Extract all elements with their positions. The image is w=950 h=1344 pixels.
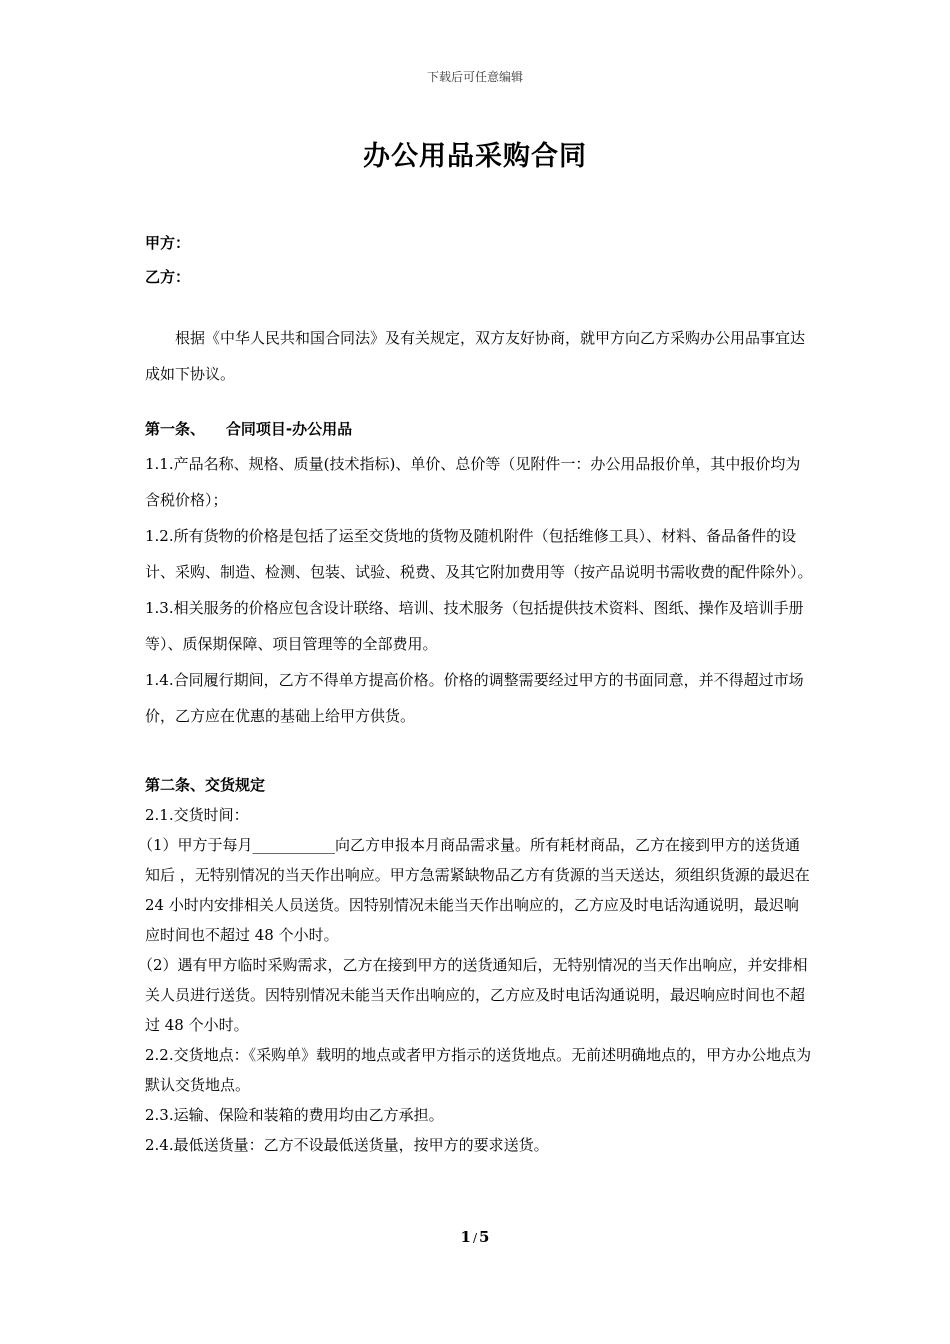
- header-note: 下载后可任意编辑: [426, 70, 523, 84]
- clause-1-1: 1.1.产品名称、规格、质量(技术指标)、单价、总价等（见附件一：办公用品报价单，其中报价均为含税价格）；: [145, 455, 801, 509]
- clause-2-1-item-1: （1）甲方于每月___________向乙方申报本月商品需求量。所有耗材商品，乙方在接到甲方的送货通知后 ，无特别情况的当天作出响应。甲方急需紧缺物品乙方有货源的当天送达，须组织货源的最迟在 24 小时内安排相关人员送货。因特别情况未能当天作出响应的，乙方应及时电话沟通说明，最迟响应时间也不超过 48 个小时。: [138, 836, 810, 944]
- document-body: [138, 226, 813, 1160]
- section-2-heading: 第二条、交货规定: [145, 776, 266, 794]
- party-b-label: 乙方：: [145, 268, 191, 286]
- clause-2-2: 2.2.交货地点：《采购单》载明的地点或者甲方指示的送货地点。无前述明确地点的，甲方办公地点为默认交货地点。: [145, 1046, 812, 1094]
- document-title: 办公用品采购合同: [363, 141, 587, 172]
- page-separator: /: [472, 1231, 478, 1245]
- current-page: 1: [460, 1228, 471, 1246]
- clause-2-1-item-2: （2）遇有甲方临时采购需求，乙方在接到甲方的送货通知后，无特别情况的当天作出响应，并安排相关人员进行送货。因特别情况未能当天作出响应的，乙方应及时电话沟通说明，最迟响应时间也不超过 48 个小时。: [138, 956, 808, 1034]
- page-number: [0, 1228, 950, 1246]
- clause-1-4: 1.4.合同履行期间，乙方不得单方提高价格。价格的调整需要经过甲方的书面同意，并不得超过市场价，乙方应在优惠的基础上给甲方供货。: [145, 671, 804, 725]
- clause-2-1: 2.1.交货时间：: [145, 806, 249, 824]
- intro-paragraph: 根据《中华人民共和国合同法》及有关规定，双方友好协商，就甲方向乙方采购办公用品事宜达成如下协议。: [145, 329, 806, 383]
- clause-1-3: 1.3.相关服务的价格应包含设计联络、培训、技术服务（包括提供技术资料、图纸、操作及培训手册等）、质保期保障、项目管理等的全部费用。: [145, 599, 804, 653]
- clause-2-3: 2.3.运输、保险和装箱的费用均由乙方承担。: [145, 1106, 444, 1124]
- total-pages: 5: [479, 1228, 490, 1246]
- clause-1-2: 1.2.所有货物的价格是包括了运至交货地的货物及随机附件（包括维修工具）、材料、备品备件的设计、采购、制造、检测、包装、试验、税费、及其它附加费用等（按产品说明书需收费的配件除外）。: [145, 527, 813, 581]
- section-1-heading: 第一条、 合同项目-办公用品: [145, 420, 353, 438]
- section-2: [138, 770, 813, 1160]
- section-1: [145, 412, 813, 734]
- clause-2-4: 2.4.最低送货量：乙方不设最低送货量，按甲方的要求送货。: [145, 1136, 549, 1154]
- party-a-label: 甲方：: [145, 234, 191, 252]
